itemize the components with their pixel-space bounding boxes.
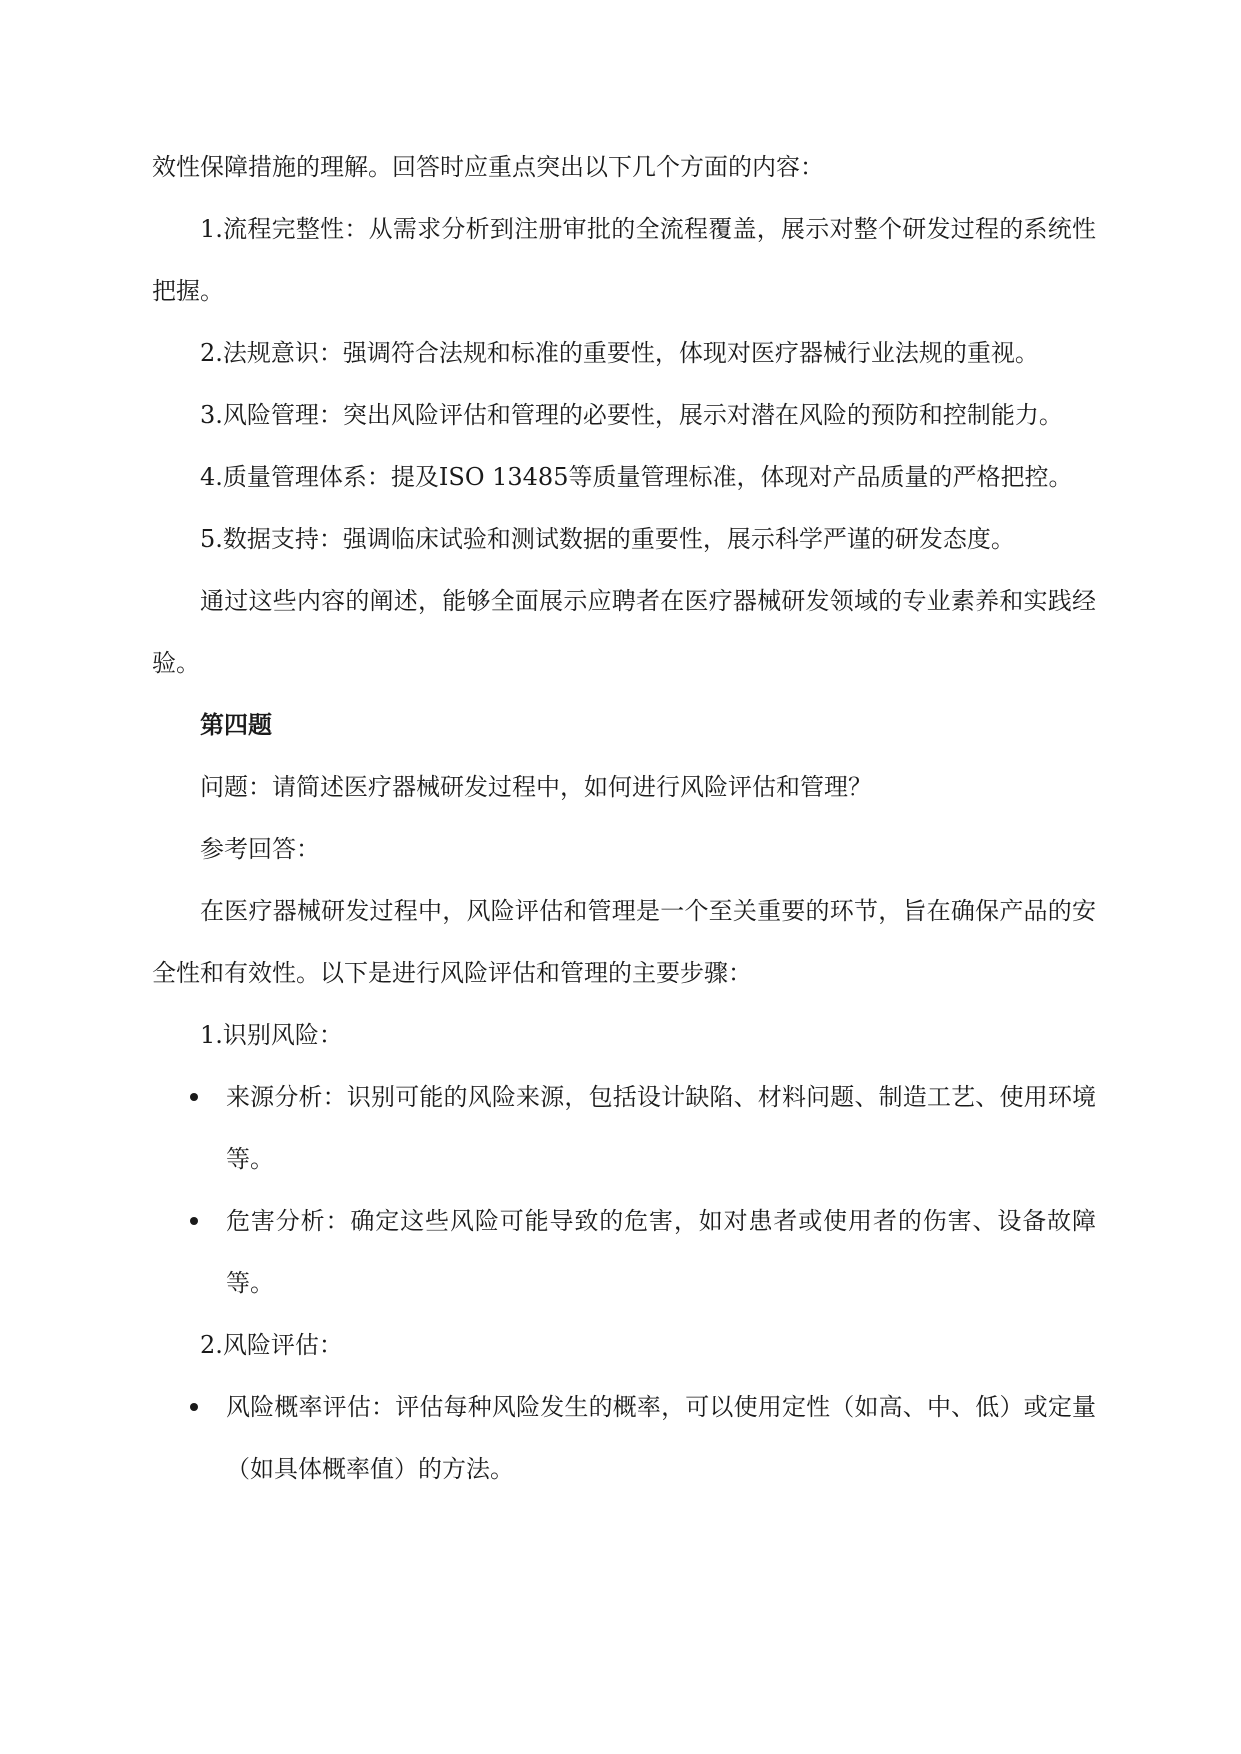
point-quality-system: 4.质量管理体系：提及ISO 13485等质量管理标准，体现对产品质量的严格把控。 [200, 463, 1073, 491]
point-risk-management: 3.风险管理：突出风险评估和管理的必要性，展示对潜在风险的预防和控制能力。 [200, 401, 1063, 429]
step1-title: 1.识别风险： [200, 1021, 343, 1049]
step2-title: 2.风险评估： [200, 1331, 343, 1359]
step1-bullet-list [152, 1066, 1096, 1314]
question-text: 问题：请简述医疗器械研发过程中，如何进行风险评估和管理？ [200, 773, 872, 801]
bullet-icon [190, 1093, 198, 1101]
answer-intro: 在医疗器械研发过程中，风险评估和管理是一个至关重要的环节，旨在确保产品的安全性和有效性。以下是进行风险评估和管理的主要步骤： [152, 897, 1096, 987]
list-item [152, 1066, 1096, 1190]
paragraph-summary: 通过这些内容的阐述，能够全面展示应聘者在医疗器械研发领域的专业素养和实践经验。 [152, 587, 1096, 677]
bullet-icon [190, 1217, 198, 1225]
document-body [152, 136, 1096, 1500]
paragraph-continuation: 效性保障措施的理解。回答时应重点突出以下几个方面的内容： [152, 153, 824, 181]
list-item-text: 危害分析：确定这些风险可能导致的危害，如对患者或使用者的伤害、设备故障等。 [226, 1207, 1096, 1297]
section-heading: 第四题 [200, 711, 272, 739]
point-data-support: 5.数据支持：强调临床试验和测试数据的重要性，展示科学严谨的研发态度。 [200, 525, 1015, 553]
point-process-completeness: 1.流程完整性：从需求分析到注册审批的全流程覆盖，展示对整个研发过程的系统性把握。 [152, 215, 1096, 305]
answer-label: 参考回答： [200, 835, 320, 863]
step2-bullet-list [152, 1376, 1096, 1500]
bullet-icon [190, 1403, 198, 1411]
list-item-text: 风险概率评估：评估每种风险发生的概率，可以使用定性（如高、中、低）或定量（如具体概率值）的方法。 [226, 1393, 1096, 1483]
list-item-text: 来源分析：识别可能的风险来源，包括设计缺陷、材料问题、制造工艺、使用环境等。 [226, 1083, 1096, 1173]
list-item [152, 1376, 1096, 1500]
list-item [152, 1190, 1096, 1314]
point-regulatory-awareness: 2.法规意识：强调符合法规和标准的重要性，体现对医疗器械行业法规的重视。 [200, 339, 1039, 367]
